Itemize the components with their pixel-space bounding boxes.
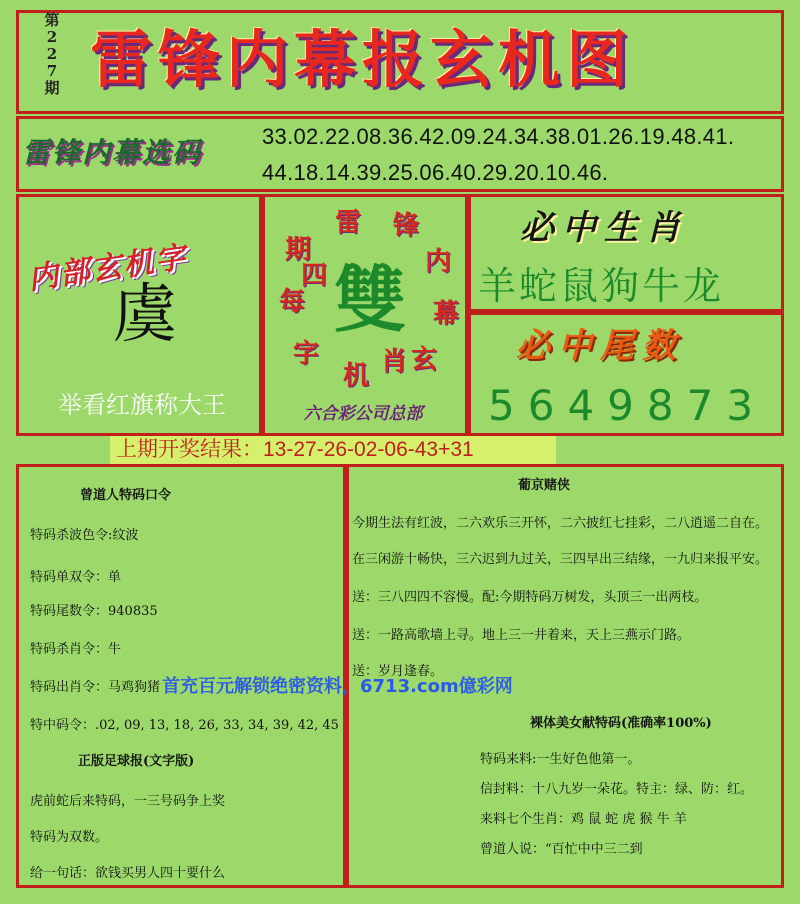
issue-char: 第	[44, 11, 60, 29]
ring-char: 锋	[392, 211, 419, 241]
right-panel-line: 今期生法有红波，二六欢乐三开怀，二六披红七挂彩，二八逍遥二自在。	[352, 516, 769, 531]
mystery-label: 内部玄机字	[26, 239, 190, 297]
right-panel-line: 送：岁月逢春。	[352, 664, 444, 679]
ring-char: 雷	[334, 208, 361, 238]
right-panel-line: 送：三八四四不容慢。配:今期特码万树发，头顶三一出两枝。	[352, 590, 708, 605]
ring-char: 期	[284, 235, 311, 265]
ring-char: 机	[342, 361, 369, 391]
last-result-label: 上期开奖结果：	[116, 438, 263, 461]
ring-char: 幕	[432, 299, 459, 329]
center-character: 雙	[333, 257, 406, 342]
ring-char: 每	[278, 287, 305, 317]
page-title: 雷锋内幕报玄机图	[90, 23, 635, 96]
beauty-title: 裸体美女献特码(准确率100%)	[530, 716, 712, 731]
ring-char: 字	[292, 339, 319, 369]
ring-char: 玄	[410, 345, 437, 375]
beauty-line: 特码来料:一生好色他第一。	[480, 752, 641, 767]
left-panel-line: 特码杀肖令：牛	[30, 642, 122, 657]
mystery-hint: 举看红旗称大王	[58, 391, 226, 419]
ring-char: 肖	[380, 347, 407, 377]
code-line-2: 44.18.14.39.25.06.40.29.20.10.46.	[262, 160, 609, 185]
football-line: 虎前蛇后来特码，一三号码争上奖	[30, 794, 226, 809]
left-panel-line: 特码杀波色令:纹波	[30, 528, 139, 543]
right-panel-line: 在三闲游十畅快，三六迟到九过关，三四早出三结缘，一九归来报平安。	[352, 552, 769, 567]
last-result	[110, 436, 556, 464]
issue-number	[38, 12, 66, 122]
issue-char: 期	[44, 79, 60, 97]
football-line: 给一句话：欲钱买男人四十要什么	[30, 866, 226, 881]
last-result-value: 13-27-26-02-06-43+31	[263, 438, 474, 461]
code-label: 雷锋内幕选码	[22, 136, 203, 169]
football-line: 特码为双数。	[30, 830, 109, 845]
ring-char: 四	[300, 261, 327, 291]
left-panel-line: 特码出肖令：马鸡狗猪	[30, 680, 161, 695]
zodiac-heading: 必中生肖	[520, 208, 688, 248]
ring-char: 内	[424, 247, 451, 277]
football-title: 正版足球报(文字版)	[78, 754, 195, 769]
beauty-line: 曾道人说：“百忙中中三二到	[480, 842, 643, 857]
tail-heading: 必中尾数	[516, 326, 684, 366]
issue-char: 7	[46, 62, 58, 80]
center-footer: 六合彩公司总部	[303, 404, 423, 424]
left-panel-line: 特码单双令：单	[30, 570, 122, 585]
left-panel-line: 特码尾数令：940835	[30, 604, 158, 619]
mystery-character: 虞	[113, 278, 177, 352]
right-panel-title: 葡京赌侠	[518, 478, 571, 493]
issue-char: 2	[46, 45, 58, 63]
issue-char: 2	[46, 28, 58, 46]
ad-link[interactable]: 首充百元解锁绝密资料，6713.com億彩网	[162, 676, 513, 697]
tail-numbers: 5649873	[488, 381, 767, 430]
left-panel-line: 特中码令：.02, 09, 13, 18, 26, 33, 34, 39, 42, 45	[30, 718, 339, 733]
zodiac-list: 羊蛇鼠狗牛龙	[478, 264, 725, 308]
beauty-line: 信封料：十八九岁一朵花。特主：绿、防：红。	[480, 782, 754, 797]
right-panel-line: 送：一路高歌墙上寻。地上三一井着来，天上三燕示门路。	[352, 628, 691, 643]
code-line-1: 33.02.22.08.36.42.09.24.34.38.01.26.19.48.41.	[262, 124, 735, 149]
left-panel-title: 曾道人特码口令	[80, 488, 172, 503]
beauty-line: 来料七个生肖：鸡 鼠 蛇 虎 猴 牛 羊	[480, 812, 687, 827]
